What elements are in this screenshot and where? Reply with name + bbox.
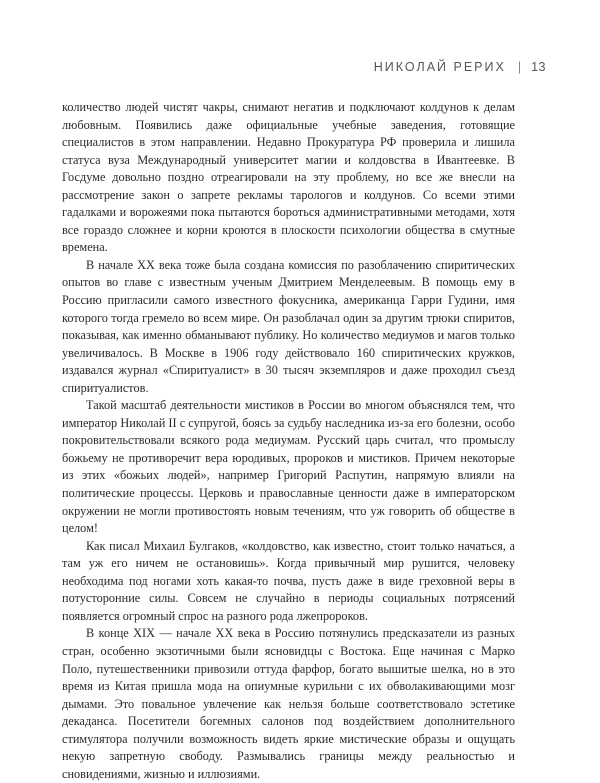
header-separator: | bbox=[517, 60, 522, 74]
page-number: 13 bbox=[531, 60, 546, 74]
paragraph: Такой масштаб деятельности мистиков в России во многом объяснялся тем, что император Николай II с супругой, боясь за судьбу наследника из-за его болезни, особо покровительствовали всякого рода медиумам. Русский царь считал, что промыслу божьему не противоречит вера юродивых, пророков и мистиков. Причем некоторые из этих «божьих людей», например Григорий Распутин, напрямую влияли на политические процессы. Церковь и православные ценности даже в императорском окружении не могли противостоять новым течениям, что уж говорить об обществе в целом! bbox=[62, 398, 515, 536]
running-header bbox=[374, 60, 546, 74]
paragraph: В конце XIX — начале XX века в Россию потянулись предсказатели из разных стран, особенно экзотичными были ясновидцы с Востока. Еще начиная с Марко Поло, путешественники привозили оттуда фарфор, богато вышитые шелка, но в это время из Китая пришла мода на опиумные курильни с их обволакивающими мозг дымами. Это повальное увлечение как нельзя больше соответствовало эстетике декаданса. Посетители богемных салонов под воздействием дополнительного стимулятора получили возможность видеть яркие мистические образы и ощущать некую запретную свободу. Размывались границы между реальностью и сновидениями, жизнью и иллюзиями. bbox=[62, 626, 515, 781]
running-title: НИКОЛАЙ РЕРИХ bbox=[373, 60, 506, 74]
body-text bbox=[62, 99, 515, 783]
paragraph: Как писал Михаил Булгаков, «колдовство, как известно, стоит только начаться, а там уж его ничем не остановишь». Когда привычный мир рушится, человеку необходима под ногами хоть какая-то почва, пусть даже в виде греховной веры в потусторонние силы. Совсем не случайно в периоды социальных потрясений появляется огромный спрос на разного рода лжепророков. bbox=[62, 538, 515, 623]
paragraph-continued: количество людей чистят чакры, снимают негатив и подключают колдунов к делам любовным. Появились даже официальные учебные заведения, готовящие специалистов в этом направлении. Недавно Прокуратура РФ проверила и лишила статуса вуза Международный университет магии и колдовства в Ивантеевке. В Госдуме довольно поздно отреагировали на эту проблему, но все же внесли на рассмотрение закон о запрете рекламы тарологов и колдунов. Со всеми этими гадалками и ворожеями пока пытаются бороться административными методами, хотя все гораздо сложнее и корни кроются в плоскости психологии общества в смутные времена. bbox=[62, 100, 515, 255]
paragraph: В начале XX века тоже была создана комиссия по разоблачению спиритических опытов во главе с известным ученым Дмитрием Менделеевым. В помощь ему в Россию пригласили самого известного фокусника, американца Гарри Гудини, имя которого тогда гремело во всем мире. Он разоблачал один за другим трюки спиритов, показывая, как именно обманывают публику. Но количество медиумов и магов только увеличивалось. В Москве в 1906 году действовало 160 спиритических кружков, издавался журнал «Спиритуалист» в 30 тысяч экземпляров и даже проходил съезд спиритуалистов. bbox=[62, 257, 515, 395]
